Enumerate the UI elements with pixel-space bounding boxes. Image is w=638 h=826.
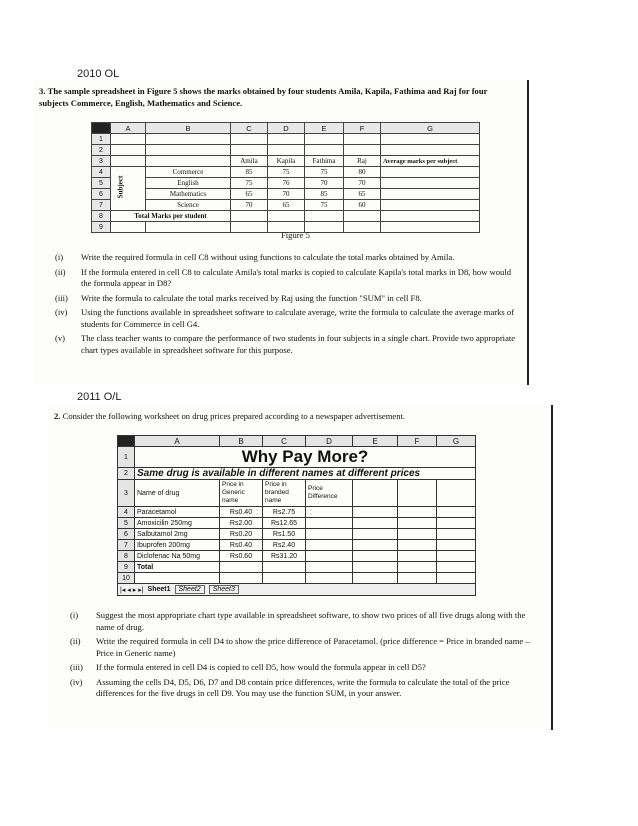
mark-cell: 65 bbox=[231, 189, 268, 200]
question-item: (iii) If the formula entered in cell D4 is copied to cell D5, how would the formula appear in cell D5? bbox=[70, 662, 426, 672]
question-intro-text: The sample spreadsheet in Figure 5 shows the marks obtained by four students Amila, Kapila, Fathima and Raj for four subjects Commerce, English, Mathematics and Science. bbox=[39, 86, 488, 108]
col-header: D bbox=[268, 123, 305, 134]
mark-cell: 70 bbox=[231, 200, 268, 211]
drug-name: Diclofenac Na 50mg bbox=[135, 551, 220, 562]
mark-cell: 85 bbox=[231, 167, 268, 178]
spreadsheet-figure-5 bbox=[91, 122, 480, 233]
row-number: 1 bbox=[118, 447, 135, 468]
question-item: (ii) If the formula entered in cell C8 to calculate Amila's total marks is copied to calculate Kapila's total marks in D8, how would the formula appear in D8? bbox=[55, 266, 512, 288]
mark-cell: 85 bbox=[305, 189, 344, 200]
question-item: (i) Write the required formula in cell C8 without using functions to calculate the total marks obtained by Amila. bbox=[55, 252, 455, 262]
row-number: 3 bbox=[118, 480, 135, 507]
question-item: (iv) Using the functions available in spreadsheet software to calculate average, write the formula to calculate the average marks of students for Commerce in cell G4. bbox=[55, 307, 515, 329]
col-header: G bbox=[437, 436, 476, 447]
section-label-2010: 2010 OL bbox=[77, 68, 120, 80]
col-header: E bbox=[353, 436, 398, 447]
mark-cell: 70 bbox=[344, 178, 381, 189]
row-number: 4 bbox=[92, 167, 111, 178]
subject-name: English bbox=[146, 178, 231, 189]
figure-caption: Figure 5 bbox=[281, 230, 310, 240]
col-header: A bbox=[111, 123, 146, 134]
subject-name: Mathematics bbox=[146, 189, 231, 200]
col-header: B bbox=[220, 436, 263, 447]
row-number: 9 bbox=[92, 222, 111, 233]
table-row bbox=[118, 480, 476, 507]
table-row bbox=[118, 540, 476, 551]
table-row bbox=[92, 145, 480, 156]
table-row bbox=[92, 189, 480, 200]
banner-title: Why Pay More? bbox=[135, 447, 476, 468]
mark-cell: 80 bbox=[344, 167, 381, 178]
header-cell: Raj bbox=[344, 156, 381, 167]
branded-price: Rs12.65 bbox=[263, 518, 306, 529]
mark-cell: 75 bbox=[305, 167, 344, 178]
drug-name: Ibuprofen 200mg bbox=[135, 540, 220, 551]
table-row bbox=[118, 447, 476, 468]
col-header: E bbox=[305, 123, 344, 134]
mark-cell: 70 bbox=[305, 178, 344, 189]
marks-table bbox=[91, 122, 480, 233]
drug-name: Paracetamol bbox=[135, 507, 220, 518]
header-cell: Price in branded name bbox=[263, 480, 306, 507]
row-number: 7 bbox=[92, 200, 111, 211]
col-header: A bbox=[135, 436, 220, 447]
column-header-row bbox=[92, 123, 480, 134]
subject-name: Commerce bbox=[146, 167, 231, 178]
table-row bbox=[118, 551, 476, 562]
col-header: B bbox=[146, 123, 231, 134]
mark-cell: 65 bbox=[268, 200, 305, 211]
table-row bbox=[92, 134, 480, 145]
row-number: 8 bbox=[92, 211, 111, 222]
question-item: (i) Suggest the most appropriate chart type available in spreadsheet software, to show two prices of all five drugs along with the name of drug. bbox=[70, 610, 526, 632]
question-number: 2. bbox=[54, 411, 61, 421]
header-cell: Kapila bbox=[268, 156, 305, 167]
generic-price: Rs0.20 bbox=[220, 529, 263, 540]
drug-name: Salbutamol 2mg bbox=[135, 529, 220, 540]
header-cell: Amila bbox=[231, 156, 268, 167]
row-number: 10 bbox=[118, 573, 135, 584]
row-number: 1 bbox=[92, 134, 111, 145]
table-row bbox=[118, 468, 476, 480]
row-number: 3 bbox=[92, 156, 111, 167]
question-item: (iii) Write the formula to calculate the total marks received by Raj using the function "SUM" in cell F8. bbox=[55, 292, 422, 303]
mark-cell: 75 bbox=[268, 167, 305, 178]
drug-price-table bbox=[117, 435, 476, 584]
branded-price: Rs2.75 bbox=[263, 507, 306, 518]
table-row bbox=[92, 178, 480, 189]
col-header: F bbox=[344, 123, 381, 134]
spreadsheet-drug-prices bbox=[117, 435, 476, 596]
question-items-2010 bbox=[55, 252, 519, 356]
corner-cell bbox=[118, 436, 135, 447]
header-cell: Fathima bbox=[305, 156, 344, 167]
generic-price: Rs0.40 bbox=[220, 507, 263, 518]
row-number: 6 bbox=[92, 189, 111, 200]
col-header: C bbox=[231, 123, 268, 134]
header-cell: Price in Generic name bbox=[220, 480, 263, 507]
col-header: G bbox=[381, 123, 480, 134]
table-row bbox=[118, 518, 476, 529]
mark-cell: 75 bbox=[305, 200, 344, 211]
subject-name: Science bbox=[146, 200, 231, 211]
mark-cell: 60 bbox=[344, 200, 381, 211]
header-cell: Price Difference bbox=[306, 480, 353, 507]
row-number: 9 bbox=[118, 562, 135, 573]
column-header-row bbox=[118, 436, 476, 447]
total-label: Total bbox=[135, 562, 220, 573]
scan-2011 bbox=[48, 405, 553, 730]
section-label-2011: 2011 O/L bbox=[77, 391, 122, 403]
scan-2010 bbox=[33, 80, 529, 385]
row-number: 2 bbox=[92, 145, 111, 156]
branded-price: Rs2.40 bbox=[263, 540, 306, 551]
subject-vertical-label: Subject bbox=[116, 175, 125, 199]
sheet-tab[interactable]: Sheet1 bbox=[147, 586, 171, 593]
col-header: F bbox=[398, 436, 437, 447]
table-row bbox=[92, 211, 480, 222]
question-intro-2010 bbox=[39, 86, 519, 109]
row-number: 5 bbox=[92, 178, 111, 189]
header-cell: Name of drug bbox=[135, 480, 220, 507]
row-number: 7 bbox=[118, 540, 135, 551]
question-number: 3. bbox=[39, 86, 46, 96]
generic-price: Rs0.60 bbox=[220, 551, 263, 562]
generic-price: Rs0.40 bbox=[220, 540, 263, 551]
col-header: D bbox=[306, 436, 353, 447]
question-item: (ii) Write the required formula in cell D4 to show the price difference of Paracetamol. (price difference = Price in branded name – Price in Generic name) bbox=[70, 636, 530, 658]
corner-cell bbox=[92, 123, 111, 134]
header-cell: Average marks per subject bbox=[381, 156, 480, 167]
branded-price: Rs1.50 bbox=[263, 529, 306, 540]
sheet-tab[interactable]: Sheet2 bbox=[175, 585, 205, 594]
table-row bbox=[118, 507, 476, 518]
row-number: 2 bbox=[118, 468, 135, 480]
table-row bbox=[92, 200, 480, 211]
table-row bbox=[92, 167, 480, 178]
sheet-nav-arrows-icon[interactable]: |◂ ◂ ▸ ▸| bbox=[120, 586, 144, 594]
mark-cell: 65 bbox=[344, 189, 381, 200]
row-number: 5 bbox=[118, 518, 135, 529]
generic-price: Rs2.00 bbox=[220, 518, 263, 529]
mark-cell: 76 bbox=[268, 178, 305, 189]
col-header: C bbox=[263, 436, 306, 447]
row-number: 4 bbox=[118, 507, 135, 518]
question-item: (v) The class teacher wants to compare the performance of two students in four subjects in a single chart. Provide two appropriate chart types available in spreadsheet software for this purpose. bbox=[55, 333, 516, 355]
table-row bbox=[118, 562, 476, 573]
subtitle: Same drug is available in different names at different prices bbox=[135, 468, 476, 480]
sheet-tab-bar bbox=[117, 584, 476, 596]
branded-price: Rs31.20 bbox=[263, 551, 306, 562]
total-label: Total Marks per student bbox=[111, 211, 231, 222]
mark-cell: 70 bbox=[268, 189, 305, 200]
question-intro-text: Consider the following worksheet on drug prices prepared according to a newspaper advertisement. bbox=[62, 411, 406, 421]
mark-cell: 75 bbox=[231, 178, 268, 189]
sheet-tab[interactable]: Sheet3 bbox=[209, 585, 239, 594]
question-item: (iv) Assuming the cells D4, D5, D6, D7 and D8 contain price differences, write the formula to calculate the total of the price differences for the five drugs in cell D9. You may use the function SUM, in your answer. bbox=[70, 676, 510, 698]
question-intro-2011 bbox=[54, 411, 544, 423]
question-items-2011 bbox=[70, 610, 544, 700]
table-row bbox=[118, 573, 476, 584]
table-row bbox=[92, 156, 480, 167]
row-number: 8 bbox=[118, 551, 135, 562]
row-number: 6 bbox=[118, 529, 135, 540]
drug-name: Amoxicilin 250mg bbox=[135, 518, 220, 529]
table-row bbox=[118, 529, 476, 540]
subject-vertical-cell bbox=[111, 167, 146, 211]
